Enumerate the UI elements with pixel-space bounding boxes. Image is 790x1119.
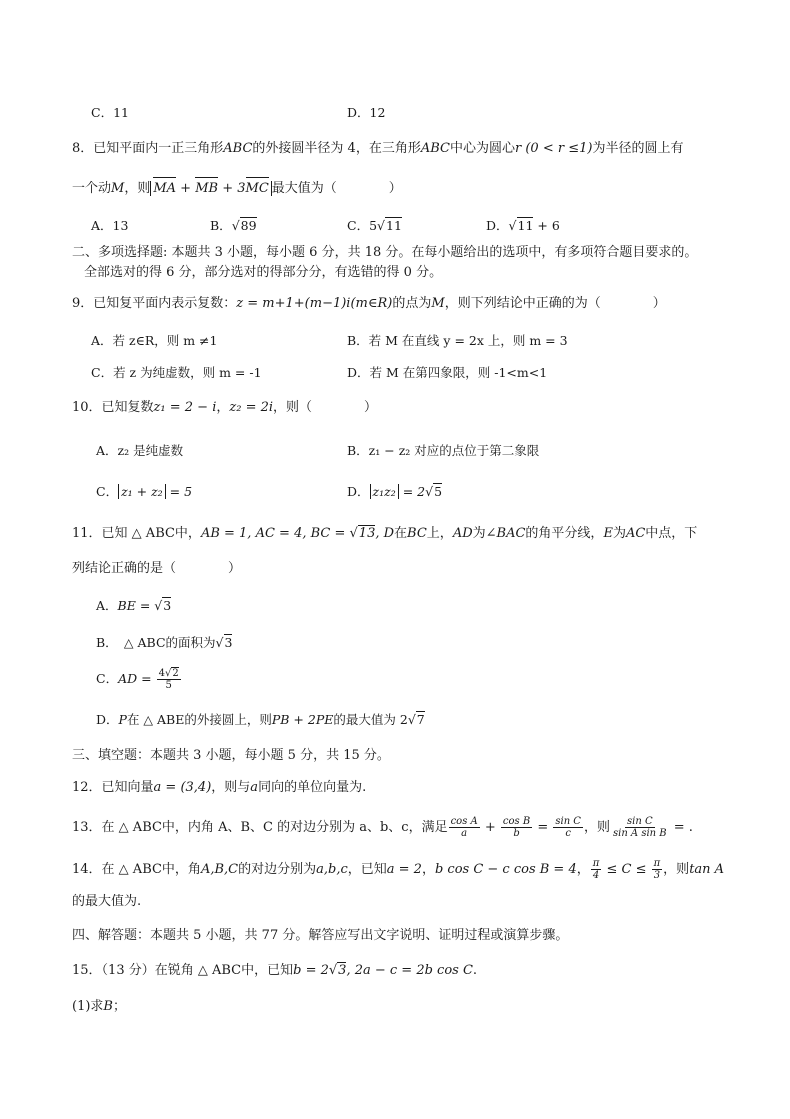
section4-heading: 四、解答题：本题共 5 小题，共 77 分。解答应写出文字说明、证明过程或演算步骤。 xyxy=(72,928,569,943)
q11-stem-line2: 列结论正确的是（ ） xyxy=(72,561,242,576)
q9-option-a: A．若 z∈R，则 m ≠1 xyxy=(91,333,218,348)
q10-option-c xyxy=(96,483,192,501)
q8-math: r xyxy=(514,141,522,156)
q8-math: M xyxy=(111,181,125,196)
q8-math: ABC xyxy=(420,141,450,156)
q11-text: 为 xyxy=(612,526,626,541)
fraction-numerator: π xyxy=(592,858,600,869)
q8-text: 中心为圆心 xyxy=(449,141,515,156)
fraction-numerator: 4√2 xyxy=(158,668,179,679)
opt-label: D． xyxy=(347,484,370,499)
q14-text: ， xyxy=(421,862,435,877)
fraction-numerator: π xyxy=(653,858,661,869)
q8-math: + 3 xyxy=(218,181,246,196)
q9-option-b: B．若 M 在直线 y = 2x 上，则 m = 3 xyxy=(347,333,568,348)
opt-label: C．5 xyxy=(347,218,378,233)
q7-option-c: C．11 xyxy=(91,105,129,120)
q13-math: = xyxy=(533,820,553,835)
q11-text: 为 xyxy=(472,526,486,541)
q8-vector-norm xyxy=(150,181,271,196)
vector-mc: MC xyxy=(245,181,269,196)
section3-heading: 三、填空题：本题共 3 小题，每小题 5 分，共 15 分。 xyxy=(72,748,390,763)
q10-option-d: D． z₁z₂ = 2√5 xyxy=(347,484,443,499)
q14-text: 的对边分别为 xyxy=(238,862,317,877)
opt-label: D． xyxy=(486,218,509,233)
radicand: 89 xyxy=(240,218,257,233)
q15-math: b = 2 xyxy=(293,963,329,978)
q11-option-b: B． △ ABC的面积为√3 xyxy=(96,635,233,650)
q15-sub1 xyxy=(72,998,126,1016)
q9-math: M xyxy=(431,296,445,311)
fraction-numerator: cos A xyxy=(450,816,478,827)
fraction-denominator: a xyxy=(461,828,468,839)
q11-math: BE = xyxy=(117,598,155,613)
q9-text: ，则下列结论中正确的为（ ） xyxy=(444,296,666,311)
q11-text: 上， xyxy=(426,526,453,541)
q10-math: z₂ = 2i xyxy=(229,400,274,415)
fraction xyxy=(652,858,663,881)
radicand: 2 xyxy=(172,668,179,679)
fraction-numerator: sin C xyxy=(627,816,653,827)
fraction xyxy=(553,816,583,839)
q11-text: B． △ ABC的面积为 xyxy=(96,635,216,650)
fraction-numerator: cos B xyxy=(502,816,531,827)
q11-text: 的角平分线， xyxy=(525,526,604,541)
q9-math: z = m+1+(m−1)i(m∈R) xyxy=(236,296,393,311)
q13-text: ，则 xyxy=(583,820,610,835)
q14-math: a = 2 xyxy=(386,862,422,877)
q11-text: 11．已知 △ ABC中， xyxy=(72,526,201,541)
q13-text: = . xyxy=(669,820,693,835)
q8-text: 一个动 xyxy=(72,181,112,196)
vector-ma: MA xyxy=(153,181,177,196)
q15-math: , 2a − c = 2b cos C xyxy=(346,963,473,978)
q12-math: a xyxy=(250,780,259,795)
q14-text: ，已知 xyxy=(347,862,387,877)
q10-math: = 5 xyxy=(165,484,193,499)
abs-expr: z₁z₂ xyxy=(370,484,399,499)
q11-option-c xyxy=(96,668,182,691)
q8-math: (0 < r ≤1) xyxy=(525,141,593,156)
q10-math: z₁ = 2 − i xyxy=(153,400,217,415)
abs-expr: z₁ + z₂ xyxy=(118,484,166,499)
q11-math: E xyxy=(603,526,613,541)
q10-math: = 2 xyxy=(398,484,426,499)
q15-stem: 15．（13 分）在锐角 △ ABC中，已知b = 2√3, 2a − c = 2b cos C. xyxy=(72,963,478,978)
q11-text: 在 xyxy=(394,526,408,541)
q12-stem xyxy=(72,779,366,797)
section2-heading: 二、多项选择题: 本题共 3 小题，每小题 6 分，共 18 分。在每小题给出的选项中，有多项符合题目要求的。 xyxy=(72,245,698,260)
q8-math: + xyxy=(176,181,196,196)
q10-stem xyxy=(72,399,377,417)
q11-text: 在 △ ABE的外接圆上，则 xyxy=(126,712,272,727)
fraction-denominator: b xyxy=(513,828,520,839)
fraction xyxy=(611,816,669,839)
q9-option-d: D．若 M 在第四象限，则 -1<m<1 xyxy=(347,365,548,380)
q10-text: ，则（ ） xyxy=(273,400,378,415)
q15-text: . xyxy=(472,963,478,978)
q8-stem-line2 xyxy=(72,180,402,198)
q14-math: ≤ C ≤ xyxy=(602,862,651,877)
opt-label: A． xyxy=(96,598,118,613)
radicand: 11 xyxy=(517,218,534,233)
q11-math: ∠BAC xyxy=(485,526,526,541)
fraction-denominator: 5 xyxy=(165,680,172,691)
fraction xyxy=(449,816,480,839)
q8-text: 最大值为（ ） xyxy=(271,181,402,196)
q15-text: ； xyxy=(112,999,126,1014)
q14-text: ，则 xyxy=(663,862,690,877)
q12-text: ，则与 xyxy=(211,780,251,795)
q11-stem-line1: 11．已知 △ ABC中，AB = 1, AC = 4, BC = √13, D在BC上，AD为∠BAC的角平分线，E为AC中点，下 xyxy=(72,526,698,541)
opt-label: C． xyxy=(96,671,119,686)
radicand: 3 xyxy=(224,635,233,650)
q11-text: 的最大值为 2 xyxy=(333,712,408,727)
q12-text: 同向的单位向量为. xyxy=(258,780,367,795)
q8-math: + 6 xyxy=(533,218,560,233)
q11-option-a: A．BE = √3 xyxy=(96,598,172,613)
q8-stem-line1 xyxy=(72,140,683,158)
radicand: 7 xyxy=(416,712,425,727)
vector-mb: MB xyxy=(195,181,219,196)
q11-math: AB = 1, AC = 4, BC = xyxy=(200,526,350,541)
q15-text: 15．（13 分）在锐角 △ ABC中，已知 xyxy=(72,963,294,978)
q11-math: , D xyxy=(375,526,395,541)
q7-option-d: D．12 xyxy=(347,105,386,120)
q14-math: b cos C − c cos B = 4 xyxy=(434,862,577,877)
radicand: 11 xyxy=(386,218,402,233)
fraction-denominator: 4 xyxy=(592,870,600,881)
opt-label: B． xyxy=(210,218,232,233)
q14-text: 14．在 △ ABC中，角 xyxy=(72,862,201,877)
q11-math: P xyxy=(118,712,127,727)
q11-math: AD xyxy=(452,526,473,541)
q9-option-c: C．若 z 为纯虚数，则 m = -1 xyxy=(91,365,262,380)
fraction-numerator: sin C xyxy=(555,816,581,827)
q11-option-d: D．P在 △ ABE的外接圆上，则PB + 2PE的最大值为 2√7 xyxy=(96,712,425,727)
radicand: 13 xyxy=(358,526,376,541)
q12-math: a = (3,4) xyxy=(153,780,212,795)
q9-text: 9．已知复平面内表示复数： xyxy=(72,296,237,311)
radicand: 3 xyxy=(163,598,172,613)
q11-math: 4 xyxy=(158,668,165,679)
q11-text: 中点，下 xyxy=(645,526,698,541)
radicand: 5 xyxy=(434,484,443,499)
q14-math: tan A xyxy=(689,862,725,877)
q10-text: 10．已知复数 xyxy=(72,400,154,415)
q10-option-b: B．z₁ − z₂ 对应的点位于第二象限 xyxy=(347,443,540,458)
q11-math: PB + 2PE xyxy=(271,712,334,727)
q11-math: AC xyxy=(625,526,646,541)
q10-text: ， xyxy=(216,400,230,415)
q14-math: A,B,C xyxy=(200,862,239,877)
fraction xyxy=(157,668,181,691)
fraction xyxy=(501,816,532,839)
q8-option-d: D．√11 + 6 xyxy=(486,218,560,233)
q11-math: AD = xyxy=(118,671,156,686)
fraction xyxy=(591,858,602,881)
q8-text: ，则 xyxy=(124,181,151,196)
q8-option-b: B．√89 xyxy=(210,218,257,233)
q14-text: ， xyxy=(576,862,590,877)
q9-text: 的点为 xyxy=(392,296,432,311)
q13-math: + xyxy=(480,820,500,835)
q14-math: a,b,c xyxy=(316,862,348,877)
q11-math: BC xyxy=(407,526,427,541)
q13-stem xyxy=(72,816,693,839)
q8-text: 为半径的圆上有 xyxy=(592,141,684,156)
radicand: 3 xyxy=(338,963,347,978)
section2-note: 全部选对的得 6 分，部分选对的得部分分，有选错的得 0 分。 xyxy=(84,265,443,280)
q9-stem xyxy=(72,295,666,313)
q8-text: 8．已知平面内一正三角形 xyxy=(72,141,224,156)
q13-text: 13．在 △ ABC中，内角 A、B、C 的对边分别为 a、b、c，满足 xyxy=(72,820,448,835)
q8-option-c: C．5√11 xyxy=(347,218,402,233)
q8-option-a: A．13 xyxy=(91,218,129,233)
q8-text: 的外接圆半径为 4，在三角形 xyxy=(252,141,421,156)
q10-option-a: A．z₂ 是纯虚数 xyxy=(96,443,184,458)
fraction-denominator: sin A sin B xyxy=(612,828,667,839)
q14-stem-line2: 的最大值为. xyxy=(72,894,142,909)
q14-stem-line1 xyxy=(72,858,724,881)
q12-text: 12．已知向量 xyxy=(72,780,154,795)
q15-text: (1)求 xyxy=(72,999,104,1014)
opt-label: C． xyxy=(96,484,119,499)
opt-label: D． xyxy=(96,712,119,727)
q8-math: ABC xyxy=(223,141,253,156)
fraction-denominator: 3 xyxy=(653,870,661,881)
fraction-denominator: c xyxy=(565,828,571,839)
q15-math: B xyxy=(103,999,113,1014)
